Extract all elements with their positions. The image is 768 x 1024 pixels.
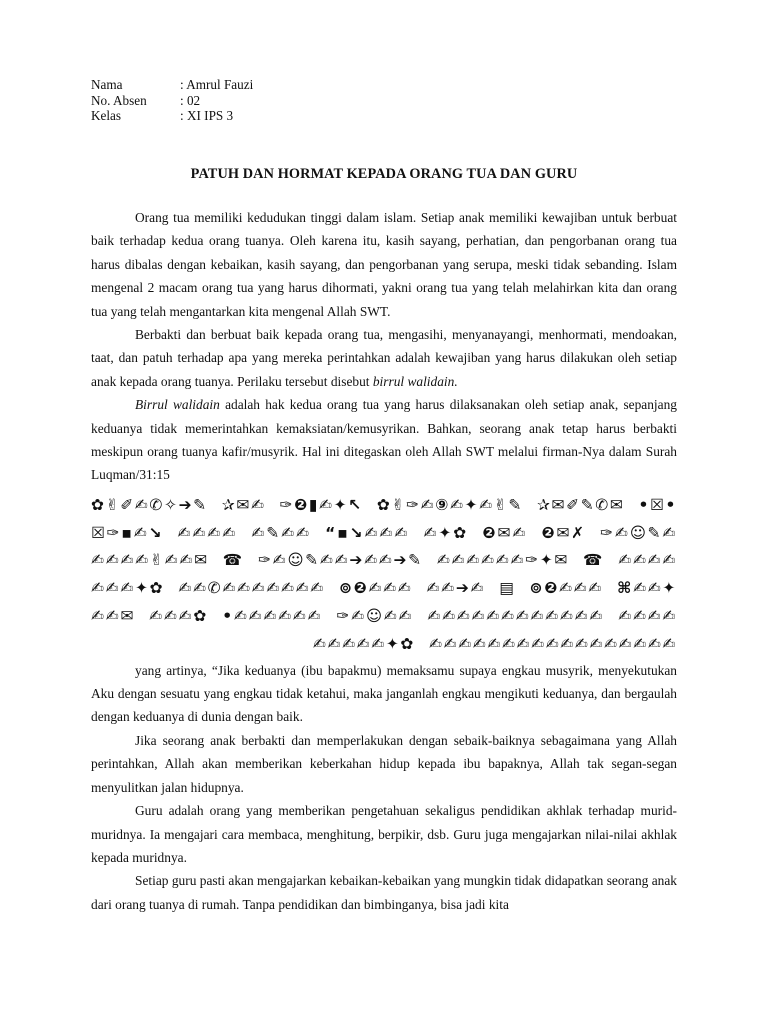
paragraph-3 — [91, 393, 677, 487]
document-body — [91, 206, 677, 916]
arabic-verse-glyphs: ✿✌✐✍✆✧➔✎ ✰✉✍ ✑❷▮✍✦↖ ✿✌✑✍⑨✍✦✍✌✎ ✰✉✐✎✆✉ •☒• ☒✑▪✍↘ ✍✍✍✍ ✍✎✍✍ “▪↘✍✍✍ ✍✦✿ ❷✉✍ ❷✉✗ ✑✍☺✎✍✍✍✍✍✌✍✍✉ ☎ ✑✍☺✎✍✍➔✍✍➔✎ ✍✍✍✍✍✍✑✦✉ ☎ ✍✍✍✍✍✍✍✦✿ ✍✍✆✍✍✍✍✍✍✍ ⊚❷✍✍✍ ✍✍➔✍ ▤ ⊚❷✍✍✍ ⌘✍✍✦✍✍✉ ✍✍✍✿ •✍✍✍✍✍✍ ✑✍☺✍✍ ✍✍✍✍✍✍✍✍✍✍✍✍ ✍✍✍✍✍✍✍✍✍✦✿ ✍✍✍✍✍✍✍✍✍✍✍✍✍✍✍✍✍ — [91, 495, 677, 653]
term-birrul-walidain: Birrul walidain — [135, 397, 220, 413]
identity-value: : Amrul Fauzi — [180, 77, 254, 92]
paragraph-6: Guru adalah orang yang memberikan pengetahuan sekaligus pendidikan akhlak terhadap murid-muridnya. Ia mengajari cara membaca, menghitung, berpikir, dsb. Guru juga mengajarkan nilai-nilai akhlak kepada muridnya. — [91, 803, 677, 865]
document-title: PATUH DAN HORMAT KEPADA ORANG TUA DAN GURU — [190, 166, 578, 182]
identity-row-absen — [91, 93, 253, 109]
identity-row-class — [91, 108, 253, 124]
identity-label: Kelas — [91, 108, 122, 123]
identity-block — [91, 77, 253, 124]
identity-row-name — [91, 77, 253, 93]
paragraph-2-text: Berbakti dan berbuat baik kepada orang tua, mengasihi, menyanayangi, menhormati, mendoakan, taat, dan patuh terhadap apa yang mereka perintahkan adalah kewajiban yang harus dilakukan oleh setiap anak kepada orang tuanya. Perilaku tersebut disebut — [91, 327, 677, 389]
paragraph-1: Orang tua memiliki kedudukan tinggi dalam islam. Setiap anak memiliki kewajiban untuk berbuat baik terhadap kedua orang tuanya. Oleh karena itu, kasih sayang, perhatian, dan pengorbanan orang tua harus dibalas dengan kebaikan, kasih sayang, dan pengorbanan yang serupa, meski tidak sebanding. Islam mengenal 2 macam orang tua yang harus dihormati, yakni orang tua yang telah melahirkan kita dan orang tua yang telah mengantarkan kita mengenal Allah SWT. — [91, 210, 677, 319]
identity-label: No. Absen — [91, 92, 147, 108]
paragraph-2 — [91, 323, 677, 393]
paragraph-3-text: adalah hak kedua orang tua yang harus dilaksanakan oleh setiap anak, sepanjang keduanya tidak memerintahkan kemaksiatan/kemusyrikan. Bahkan, seorang anak tetap harus berbakti meskipun orang tuanya kafir/musyrik. Hal ini ditegaskan oleh Allah SWT melalui firman-Nya dalam Surah Luqman/31:15 — [91, 397, 677, 483]
identity-label: Nama — [91, 77, 123, 92]
paragraph-4: yang artinya, “Jika keduanya (ibu bapakmu) memaksamu supaya engkau musyrik, menyekutukan Aku dengan sesuatu yang engkau tidak ketahui, maka janganlah engkau mengikuti keduanya, dan bergaulah dengan keduanya di dunia dengan baik. — [91, 662, 677, 725]
identity-value: : XI IPS 3 — [180, 108, 234, 123]
term-birrul-walidain: birrul walidain. — [372, 373, 458, 389]
paragraph-7: Setiap guru pasti akan mengajarkan kebaikan-kebaikan yang mungkin tidak didapatkan seorang anak dari orang tuanya di rumah. Tanpa pendidikan dan bimbinganya, bisa jadi kita — [91, 873, 677, 912]
paragraph-5: Jika seorang anak berbakti dan memperlakukan dengan sebaik-baiknya sebagaimana yang Allah perintahkan, Allah akan memberikan keberkahan hidup kepada ibu bapaknya, Allah tak segan-segan menyulitkan jalan hidupnya. — [91, 732, 677, 795]
identity-value: : 02 — [180, 92, 201, 108]
